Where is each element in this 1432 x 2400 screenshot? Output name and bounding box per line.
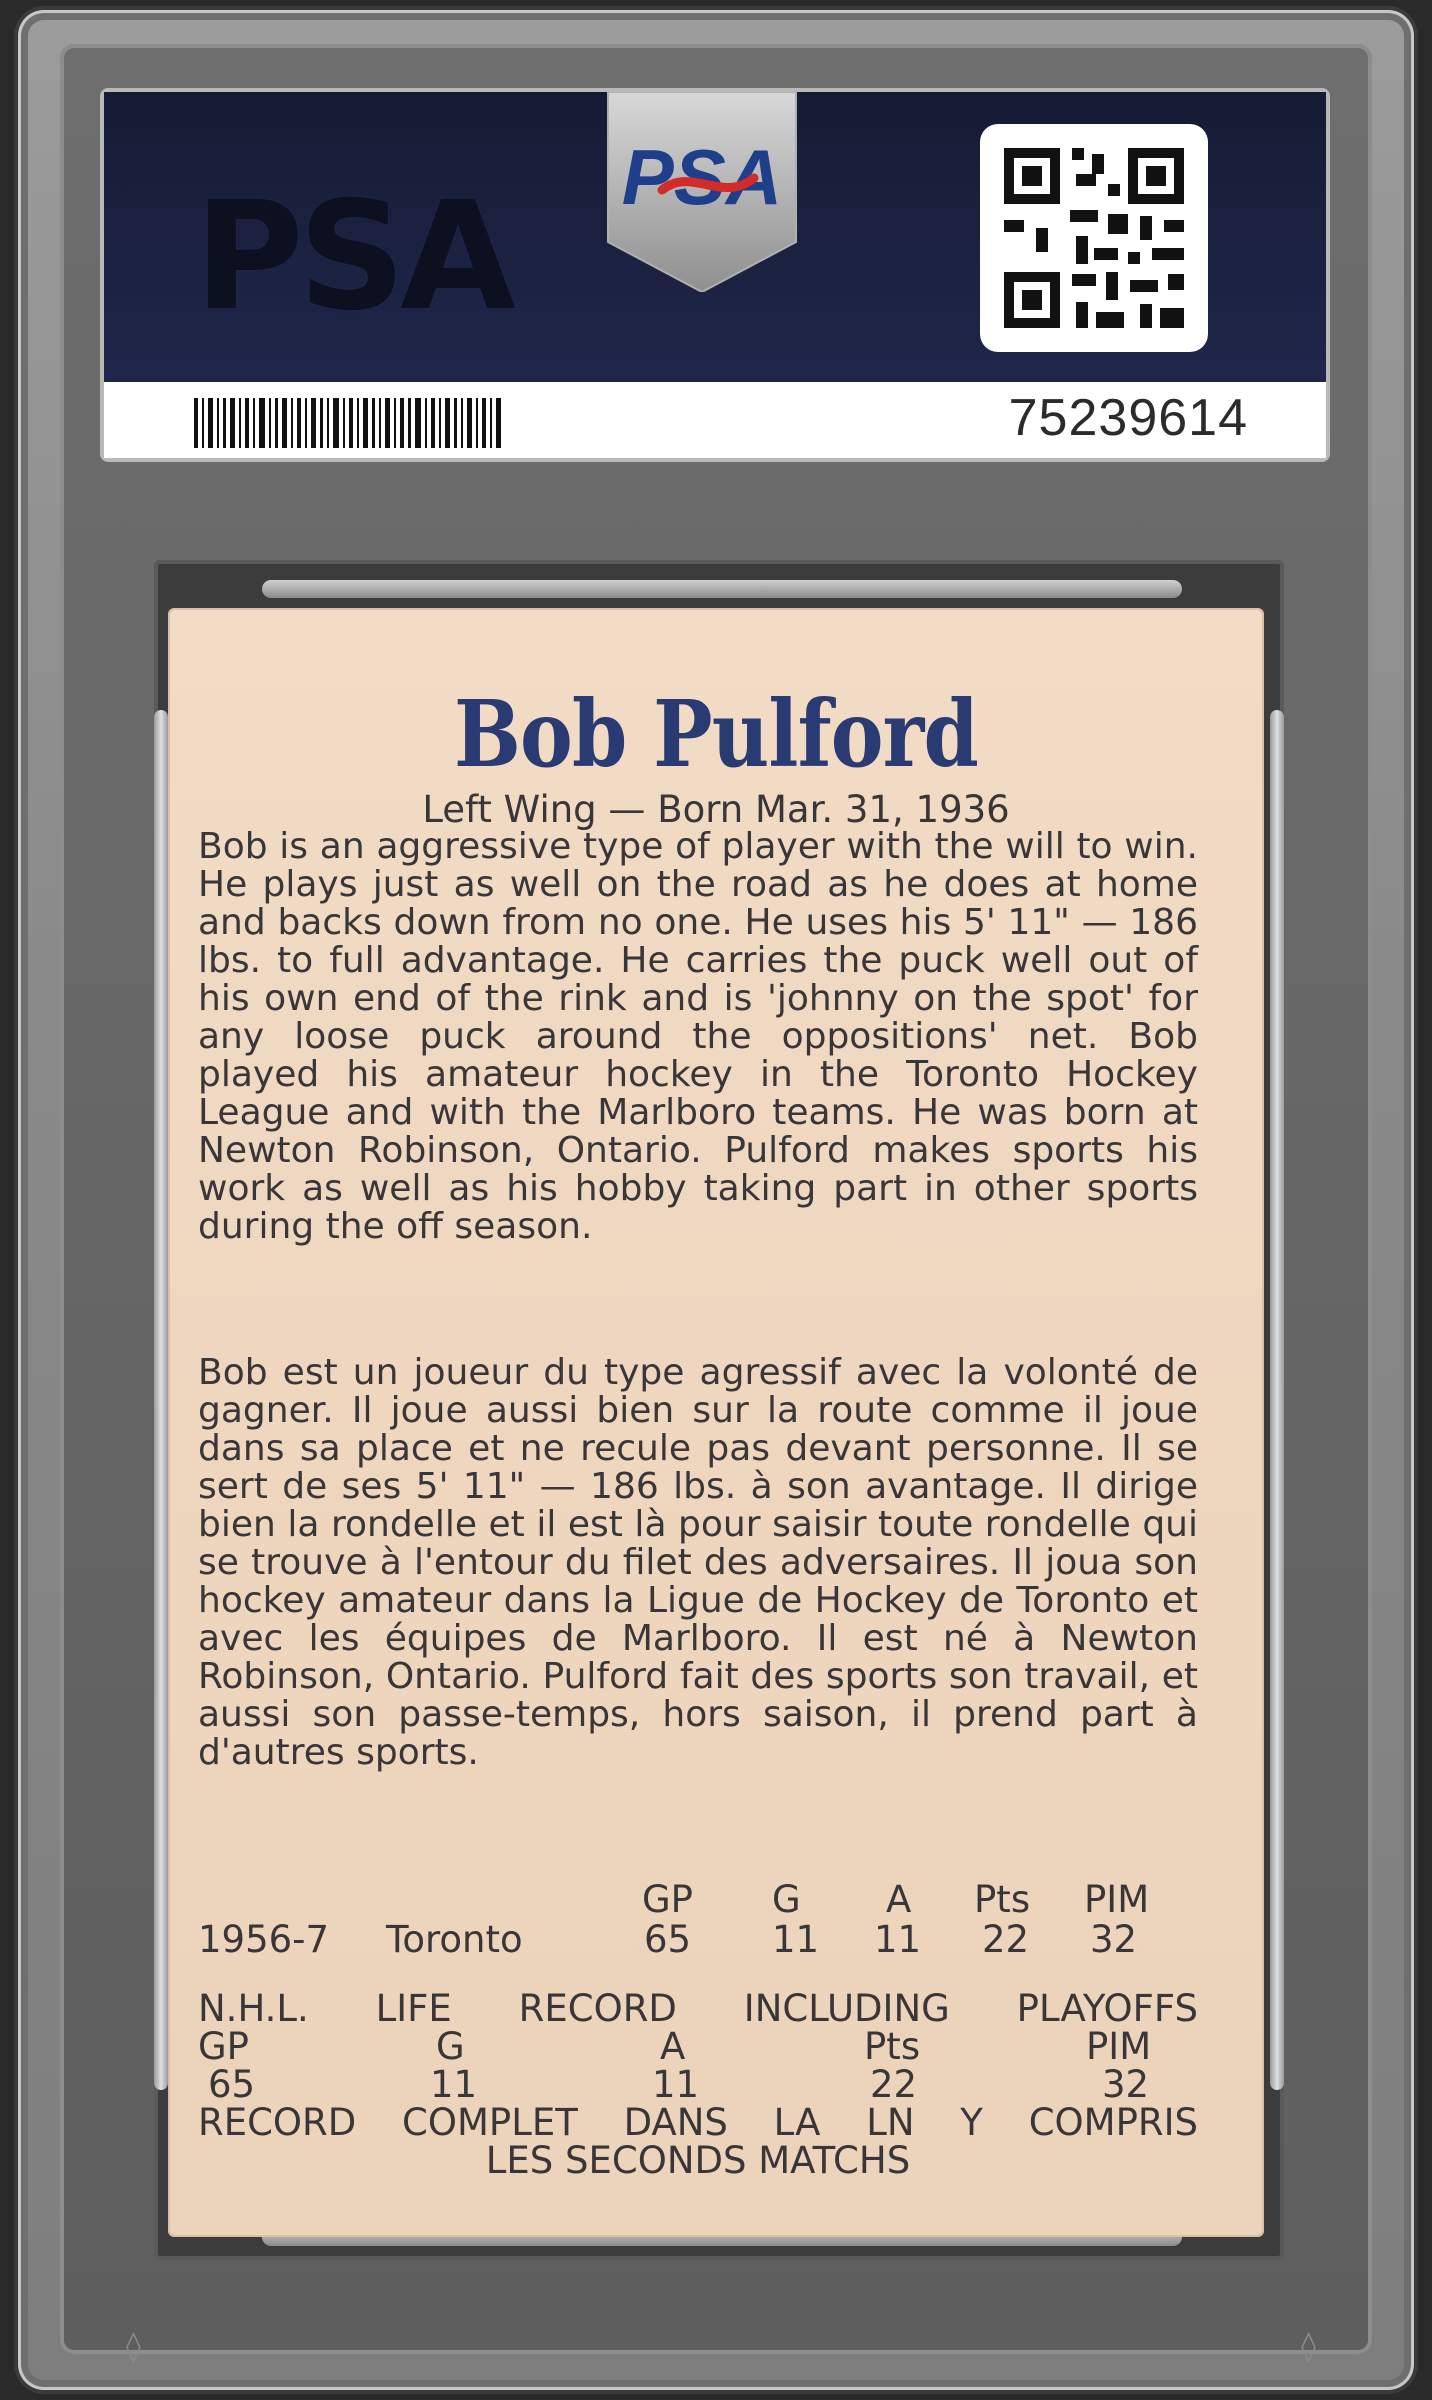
stat-header: G xyxy=(772,1878,801,1921)
stat-value: 65 xyxy=(644,1918,692,1961)
stat-header: GP xyxy=(642,1878,693,1921)
season-stats-row xyxy=(198,1920,1198,1960)
label-header xyxy=(104,92,1326,382)
stat-value: 32 xyxy=(1090,1918,1138,1961)
life-record-title: N.H.L. LIFE RECORD INCLUDING PLAYOFFS xyxy=(198,1987,1198,2030)
player-position-birth: Left Wing — Born Mar. 31, 1936 xyxy=(422,788,1010,831)
stat-header: A xyxy=(886,1878,912,1921)
life-value: 11 xyxy=(652,2063,700,2106)
label-barcode-strip xyxy=(104,382,1326,458)
life-header: PIM xyxy=(1086,2025,1152,2068)
psa-hologram-logo: PSA xyxy=(194,170,511,344)
life-record-header xyxy=(198,2025,1198,2068)
cert-number: 75239614 xyxy=(1008,389,1248,447)
life-value: 22 xyxy=(870,2063,918,2106)
life-value: 11 xyxy=(430,2063,478,2106)
season-stats xyxy=(198,1880,1198,1960)
season-year: 1956-7 xyxy=(198,1918,330,1961)
life-header: GP xyxy=(198,2025,249,2068)
stat-header: PIM xyxy=(1084,1878,1150,1921)
life-header: Pts xyxy=(864,2025,921,2068)
season-stats-header xyxy=(198,1880,1198,1920)
psa-logo-badge xyxy=(604,92,800,292)
stat-value: 11 xyxy=(772,1918,820,1961)
bio-french: Bob est un joueur du type agressif avec la volonté de gagner. Il joue aussi bien sur la route comme il joue dans sa place et ne recule pas devant personne. Il se sert de ses 5' 11" — 186 lbs. à son avantage. Il dirige bien la rondelle et il est là pour saisir toute rondelle qui se trouve à l'entour du filet des adversaires. Il joua son hockey amateur dans la Ligue de Hockey de Toronto et avec les équipes de Marlboro. Il est né à Newton Robinson, Ontario. Pulford fait des sports son travail, et aussi son passe-temps, hors saison, il prend part à d'autres sports. xyxy=(198,1352,1198,1773)
season-team: Toronto xyxy=(386,1918,523,1961)
stat-header: Pts xyxy=(974,1878,1031,1921)
life-value: 32 xyxy=(1102,2063,1150,2106)
life-header: G xyxy=(436,2025,465,2068)
bio-english: Bob is an aggressive type of player with the will to win. He plays just as well on the road as he does at home and backs down from no one. He uses his 5' 11" — 186 lbs. to full advantage. He carries the puck well out of his own end of the rink and is 'johnny on the spot' for any loose puck around the oppositions' net. Bob played his amateur hockey in the Toronto Hockey League and with the Marlboro teams. He was born at Newton Robinson, Ontario. Pulford makes sports his work as well as his hobby taking part in other sports during the off season. xyxy=(198,826,1198,1247)
stat-value: 11 xyxy=(874,1918,922,1961)
trading-card-back xyxy=(170,610,1262,2235)
life-header: A xyxy=(660,2025,686,2068)
holder-rail-right xyxy=(1270,710,1284,2090)
svg-text:PSA: PSA xyxy=(621,133,783,221)
barcode xyxy=(194,398,504,448)
life-value: 65 xyxy=(208,2063,256,2106)
slab-corner-mark-right: ◊ xyxy=(1301,2329,1316,2364)
qr-code[interactable] xyxy=(980,124,1208,352)
stat-value: 22 xyxy=(982,1918,1030,1961)
player-name: Bob Pulford xyxy=(454,680,978,788)
life-record-subtitle-fr: LES SECONDS MATCHS xyxy=(485,2139,911,2182)
life-record-title-fr: RECORD COMPLET DANS LA LN Y COMPRIS xyxy=(198,2101,1198,2144)
holder-rail-top xyxy=(262,580,1182,598)
life-record xyxy=(198,1987,1198,2182)
holder-rail-left xyxy=(154,710,168,2090)
slab-corner-mark-left: ◊ xyxy=(126,2329,141,2364)
life-record-values xyxy=(198,2063,1198,2106)
psa-label xyxy=(104,92,1326,458)
